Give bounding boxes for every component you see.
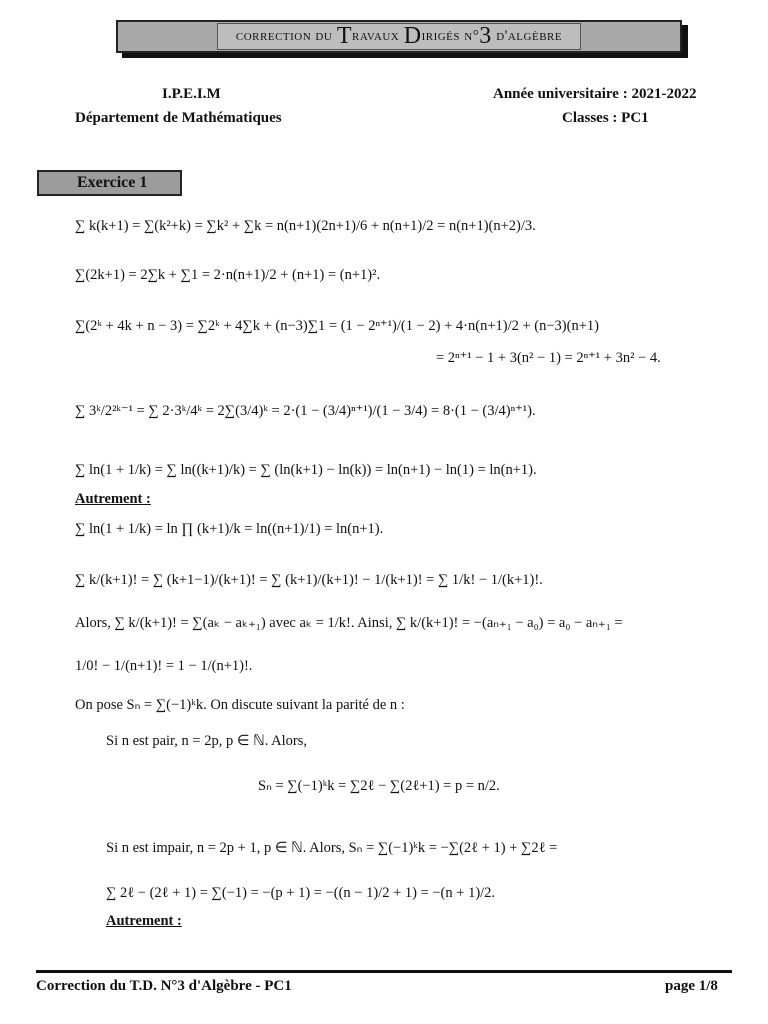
title-part: T [336,23,352,49]
academic-year: Année universitaire : 2021-2022 [493,86,697,102]
equation-line: On pose Sₙ = ∑(−1)ᵏk. On discute suivant la parité de n : [75,697,405,713]
equation-line: Sₙ = ∑(−1)ᵏk = ∑2ℓ − ∑(2ℓ+1) = p = n/2. [258,778,500,794]
equation-line: ∑(2ᵏ + 4k + n − 3) = ∑2ᵏ + 4∑k + (n−3)∑1 = (1 − 2ⁿ⁺¹)/(1 − 2) + 4·n(n+1)/2 + (n−3)(n+1) [75,318,599,334]
title-part: D [403,23,422,49]
equation-line: ∑ k(k+1) = ∑(k²+k) = ∑k² + ∑k = n(n+1)(2n+1)/6 + n(n+1)/2 = n(n+1)(n+2)/3. [75,218,536,234]
equation-line: ∑ k/(k+1)! = ∑ (k+1−1)/(k+1)! = ∑ (k+1)/(k+1)! − 1/(k+1)! = ∑ 1/k! − 1/(k+1)!. [75,572,543,588]
equation-line: ∑ ln(1 + 1/k) = ln ∏ (k+1)/k = ln((n+1)/1) = ln(n+1). [75,521,384,537]
title-part: ravaux [352,28,400,44]
equation-line: Si n est impair, n = 2p + 1, p ∈ ℕ. Alors, Sₙ = ∑(−1)ᵏk = −∑(2ℓ + 1) + ∑2ℓ = [106,840,558,856]
equation-line: ∑(2k+1) = 2∑k + ∑1 = 2·n(n+1)/2 + (n+1) = (n+1)². [75,267,381,283]
footer-divider [36,970,732,973]
classes: Classes : PC1 [562,110,649,126]
exercise-heading: Exercice 1 [37,170,182,196]
title-part: d'algèbre [496,28,563,44]
equation-line: = 2ⁿ⁺¹ − 1 + 3(n² − 1) = 2ⁿ⁺¹ + 3n² − 4. [436,350,661,366]
equation-line: 1/0! − 1/(n+1)! = 1 − 1/(n+1)!. [75,658,253,674]
page-number: page 1/8 [665,978,718,994]
document-title [116,20,682,53]
department: Département de Mathématiques [75,110,282,126]
institution: I.P.E.I.M [162,86,221,102]
autrement-heading: Autrement : [106,913,182,929]
title-inner [217,23,581,50]
equation-line: Alors, ∑ k/(k+1)! = ∑(aₖ − aₖ₊₁) avec aₖ = 1/k!. Ainsi, ∑ k/(k+1)! = −(aₙ₊₁ − a₀) = a₀ − aₙ₊₁ = [75,615,623,631]
title-part: irigés n° [421,28,480,44]
autrement-heading: Autrement : [75,491,151,507]
title-part: correction du [235,28,333,44]
equation-line: Si n est pair, n = 2p, p ∈ ℕ. Alors, [106,733,308,749]
footer-left: Correction du T.D. N°3 d'Algèbre - PC1 [36,978,292,994]
equation-line: ∑ ln(1 + 1/k) = ∑ ln((k+1)/k) = ∑ (ln(k+1) − ln(k)) = ln(n+1) − ln(1) = ln(n+1). [75,462,537,478]
title-part: 3 [479,23,492,49]
equation-line: ∑ 2ℓ − (2ℓ + 1) = ∑(−1) = −(p + 1) = −((n − 1)/2 + 1) = −(n + 1)/2. [106,885,496,901]
equation-line: ∑ 3ᵏ/2²ᵏ⁻¹ = ∑ 2·3ᵏ/4ᵏ = 2∑(3/4)ᵏ = 2·(1 − (3/4)ⁿ⁺¹)/(1 − 3/4) = 8·(1 − (3/4)ⁿ⁺¹). [75,403,536,419]
